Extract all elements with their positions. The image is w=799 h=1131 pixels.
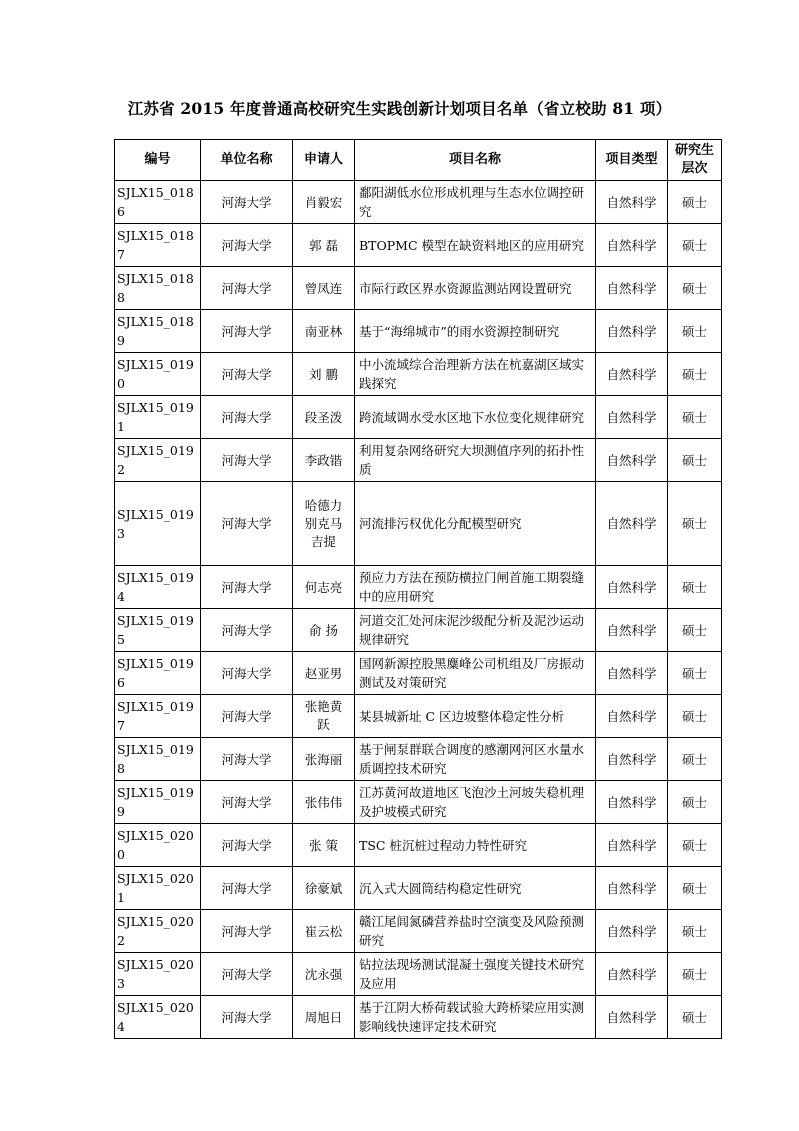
cell-project: 基于江阴大桥荷载试验大跨桥梁应用实测影响线快速评定技术研究: [355, 996, 596, 1039]
cell-project: 沉入式大圆筒结构稳定性研究: [355, 867, 596, 910]
table-row: [115, 652, 722, 695]
cell-unit: 河海大学: [201, 267, 293, 310]
cell-level: 硕士: [668, 181, 722, 224]
cell-level: 硕士: [668, 609, 722, 652]
cell-applicant: 肖毅宏: [293, 181, 355, 224]
cell-project: 跨流域调水受水区地下水位变化规律研究: [355, 396, 596, 439]
table-row: [115, 353, 722, 396]
cell-level: 硕士: [668, 224, 722, 267]
cell-type: 自然科学: [596, 566, 668, 609]
table-header-row: [115, 140, 722, 181]
cell-unit: 河海大学: [201, 396, 293, 439]
cell-applicant: 哈德力别克马吉提: [293, 482, 355, 566]
cell-id: SJLX15_0203: [115, 953, 201, 996]
cell-project: 某县城新址 C 区边坡整体稳定性分析: [355, 695, 596, 738]
cell-applicant: 张艳黄跃: [293, 695, 355, 738]
cell-type: 自然科学: [596, 953, 668, 996]
cell-project: 河流排污权优化分配模型研究: [355, 482, 596, 566]
cell-project: 赣江尾闾氮磷营养盐时空演变及风险预测研究: [355, 910, 596, 953]
cell-applicant: 李政锴: [293, 439, 355, 482]
table-row: [115, 867, 722, 910]
cell-unit: 河海大学: [201, 310, 293, 353]
table-row: [115, 566, 722, 609]
cell-applicant: 段圣泼: [293, 396, 355, 439]
cell-unit: 河海大学: [201, 910, 293, 953]
cell-type: 自然科学: [596, 996, 668, 1039]
cell-project: 利用复杂网络研究大坝测值序列的拓扑性质: [355, 439, 596, 482]
table-row: [115, 953, 722, 996]
cell-unit: 河海大学: [201, 695, 293, 738]
table-row: [115, 609, 722, 652]
cell-project: BTOPMC 模型在缺资料地区的应用研究: [355, 224, 596, 267]
cell-level: 硕士: [668, 738, 722, 781]
document-title: 江苏省 2015 年度普通高校研究生实践创新计划项目名单（省立校助 81 项）: [127, 99, 672, 118]
cell-level: 硕士: [668, 310, 722, 353]
cell-id: SJLX15_0195: [115, 609, 201, 652]
cell-project: 河道交汇处河床泥沙级配分析及泥沙运动规律研究: [355, 609, 596, 652]
cell-type: 自然科学: [596, 695, 668, 738]
cell-type: 自然科学: [596, 824, 668, 867]
cell-unit: 河海大学: [201, 566, 293, 609]
cell-level: 硕士: [668, 439, 722, 482]
cell-type: 自然科学: [596, 609, 668, 652]
cell-level: 硕士: [668, 652, 722, 695]
cell-project: 钻拉法现场测试混凝土强度关键技术研究及应用: [355, 953, 596, 996]
cell-id: SJLX15_0189: [115, 310, 201, 353]
header-type: 项目类型: [596, 140, 668, 181]
cell-unit: 河海大学: [201, 482, 293, 566]
table-row: [115, 738, 722, 781]
cell-level: 硕士: [668, 353, 722, 396]
cell-id: SJLX15_0187: [115, 224, 201, 267]
table-row: [115, 695, 722, 738]
cell-applicant: 沈永强: [293, 953, 355, 996]
cell-unit: 河海大学: [201, 439, 293, 482]
cell-type: 自然科学: [596, 781, 668, 824]
table-row: [115, 996, 722, 1039]
cell-level: 硕士: [668, 910, 722, 953]
cell-id: SJLX15_0201: [115, 867, 201, 910]
cell-project: TSC 桩沉桩过程动力特性研究: [355, 824, 596, 867]
cell-type: 自然科学: [596, 181, 668, 224]
header-applicant: 申请人: [293, 140, 355, 181]
cell-level: 硕士: [668, 396, 722, 439]
cell-type: 自然科学: [596, 738, 668, 781]
cell-applicant: 曾凤连: [293, 267, 355, 310]
table-row: [115, 224, 722, 267]
cell-applicant: 张海丽: [293, 738, 355, 781]
cell-level: 硕士: [668, 953, 722, 996]
cell-id: SJLX15_0199: [115, 781, 201, 824]
cell-type: 自然科学: [596, 439, 668, 482]
cell-unit: 河海大学: [201, 953, 293, 996]
cell-project: 中小流域综合治理新方法在杭嘉湖区域实践探究: [355, 353, 596, 396]
cell-unit: 河海大学: [201, 652, 293, 695]
table-row: [115, 482, 722, 566]
cell-unit: 河海大学: [201, 609, 293, 652]
cell-level: 硕士: [668, 267, 722, 310]
cell-id: SJLX15_0188: [115, 267, 201, 310]
cell-level: 硕士: [668, 996, 722, 1039]
cell-applicant: 南亚林: [293, 310, 355, 353]
header-level: 研究生层次: [668, 140, 722, 181]
cell-type: 自然科学: [596, 867, 668, 910]
header-id: 编号: [115, 140, 201, 181]
cell-id: SJLX15_0198: [115, 738, 201, 781]
cell-project: 江苏黄河故道地区飞泡沙土河坡失稳机理及护坡模式研究: [355, 781, 596, 824]
cell-applicant: 崔云松: [293, 910, 355, 953]
cell-type: 自然科学: [596, 310, 668, 353]
cell-type: 自然科学: [596, 652, 668, 695]
cell-project: 基于闸泵群联合调度的感潮网河区水量水质调控技术研究: [355, 738, 596, 781]
table-row: [115, 181, 722, 224]
cell-level: 硕士: [668, 867, 722, 910]
cell-level: 硕士: [668, 482, 722, 566]
table-row: [115, 781, 722, 824]
cell-applicant: 俞 扬: [293, 609, 355, 652]
cell-type: 自然科学: [596, 353, 668, 396]
cell-unit: 河海大学: [201, 824, 293, 867]
cell-applicant: 赵亚男: [293, 652, 355, 695]
cell-unit: 河海大学: [201, 353, 293, 396]
cell-id: SJLX15_0191: [115, 396, 201, 439]
cell-id: SJLX15_0200: [115, 824, 201, 867]
cell-applicant: 刘 鹏: [293, 353, 355, 396]
header-project: 项目名称: [355, 140, 596, 181]
cell-project: 市际行政区界水资源监测站网设置研究: [355, 267, 596, 310]
table-row: [115, 439, 722, 482]
cell-project: 鄱阳湖低水位形成机理与生态水位调控研究: [355, 181, 596, 224]
cell-project: 预应力方法在预防横拉门闸首施工期裂缝中的应用研究: [355, 566, 596, 609]
cell-level: 硕士: [668, 695, 722, 738]
table-row: [115, 824, 722, 867]
cell-unit: 河海大学: [201, 181, 293, 224]
cell-id: SJLX15_0192: [115, 439, 201, 482]
cell-level: 硕士: [668, 781, 722, 824]
cell-id: SJLX15_0186: [115, 181, 201, 224]
cell-applicant: 张伟伟: [293, 781, 355, 824]
cell-project: 基于“海绵城市”的雨水资源控制研究: [355, 310, 596, 353]
cell-type: 自然科学: [596, 910, 668, 953]
cell-id: SJLX15_0204: [115, 996, 201, 1039]
cell-unit: 河海大学: [201, 781, 293, 824]
cell-applicant: 张 策: [293, 824, 355, 867]
cell-id: SJLX15_0196: [115, 652, 201, 695]
cell-unit: 河海大学: [201, 996, 293, 1039]
cell-type: 自然科学: [596, 224, 668, 267]
cell-type: 自然科学: [596, 482, 668, 566]
cell-id: SJLX15_0202: [115, 910, 201, 953]
cell-id: SJLX15_0193: [115, 482, 201, 566]
cell-type: 自然科学: [596, 396, 668, 439]
cell-id: SJLX15_0190: [115, 353, 201, 396]
cell-applicant: 何志亮: [293, 566, 355, 609]
cell-applicant: 徐豪斌: [293, 867, 355, 910]
table-row: [115, 396, 722, 439]
header-unit: 单位名称: [201, 140, 293, 181]
table-row: [115, 267, 722, 310]
project-list-table: [114, 139, 722, 1039]
cell-applicant: 郭 磊: [293, 224, 355, 267]
cell-unit: 河海大学: [201, 224, 293, 267]
cell-applicant: 周旭日: [293, 996, 355, 1039]
cell-id: SJLX15_0197: [115, 695, 201, 738]
cell-unit: 河海大学: [201, 738, 293, 781]
cell-unit: 河海大学: [201, 867, 293, 910]
table-row: [115, 910, 722, 953]
cell-level: 硕士: [668, 566, 722, 609]
cell-type: 自然科学: [596, 267, 668, 310]
cell-id: SJLX15_0194: [115, 566, 201, 609]
cell-project: 国网新源控股黑麋峰公司机组及厂房振动测试及对策研究: [355, 652, 596, 695]
cell-level: 硕士: [668, 824, 722, 867]
table-row: [115, 310, 722, 353]
